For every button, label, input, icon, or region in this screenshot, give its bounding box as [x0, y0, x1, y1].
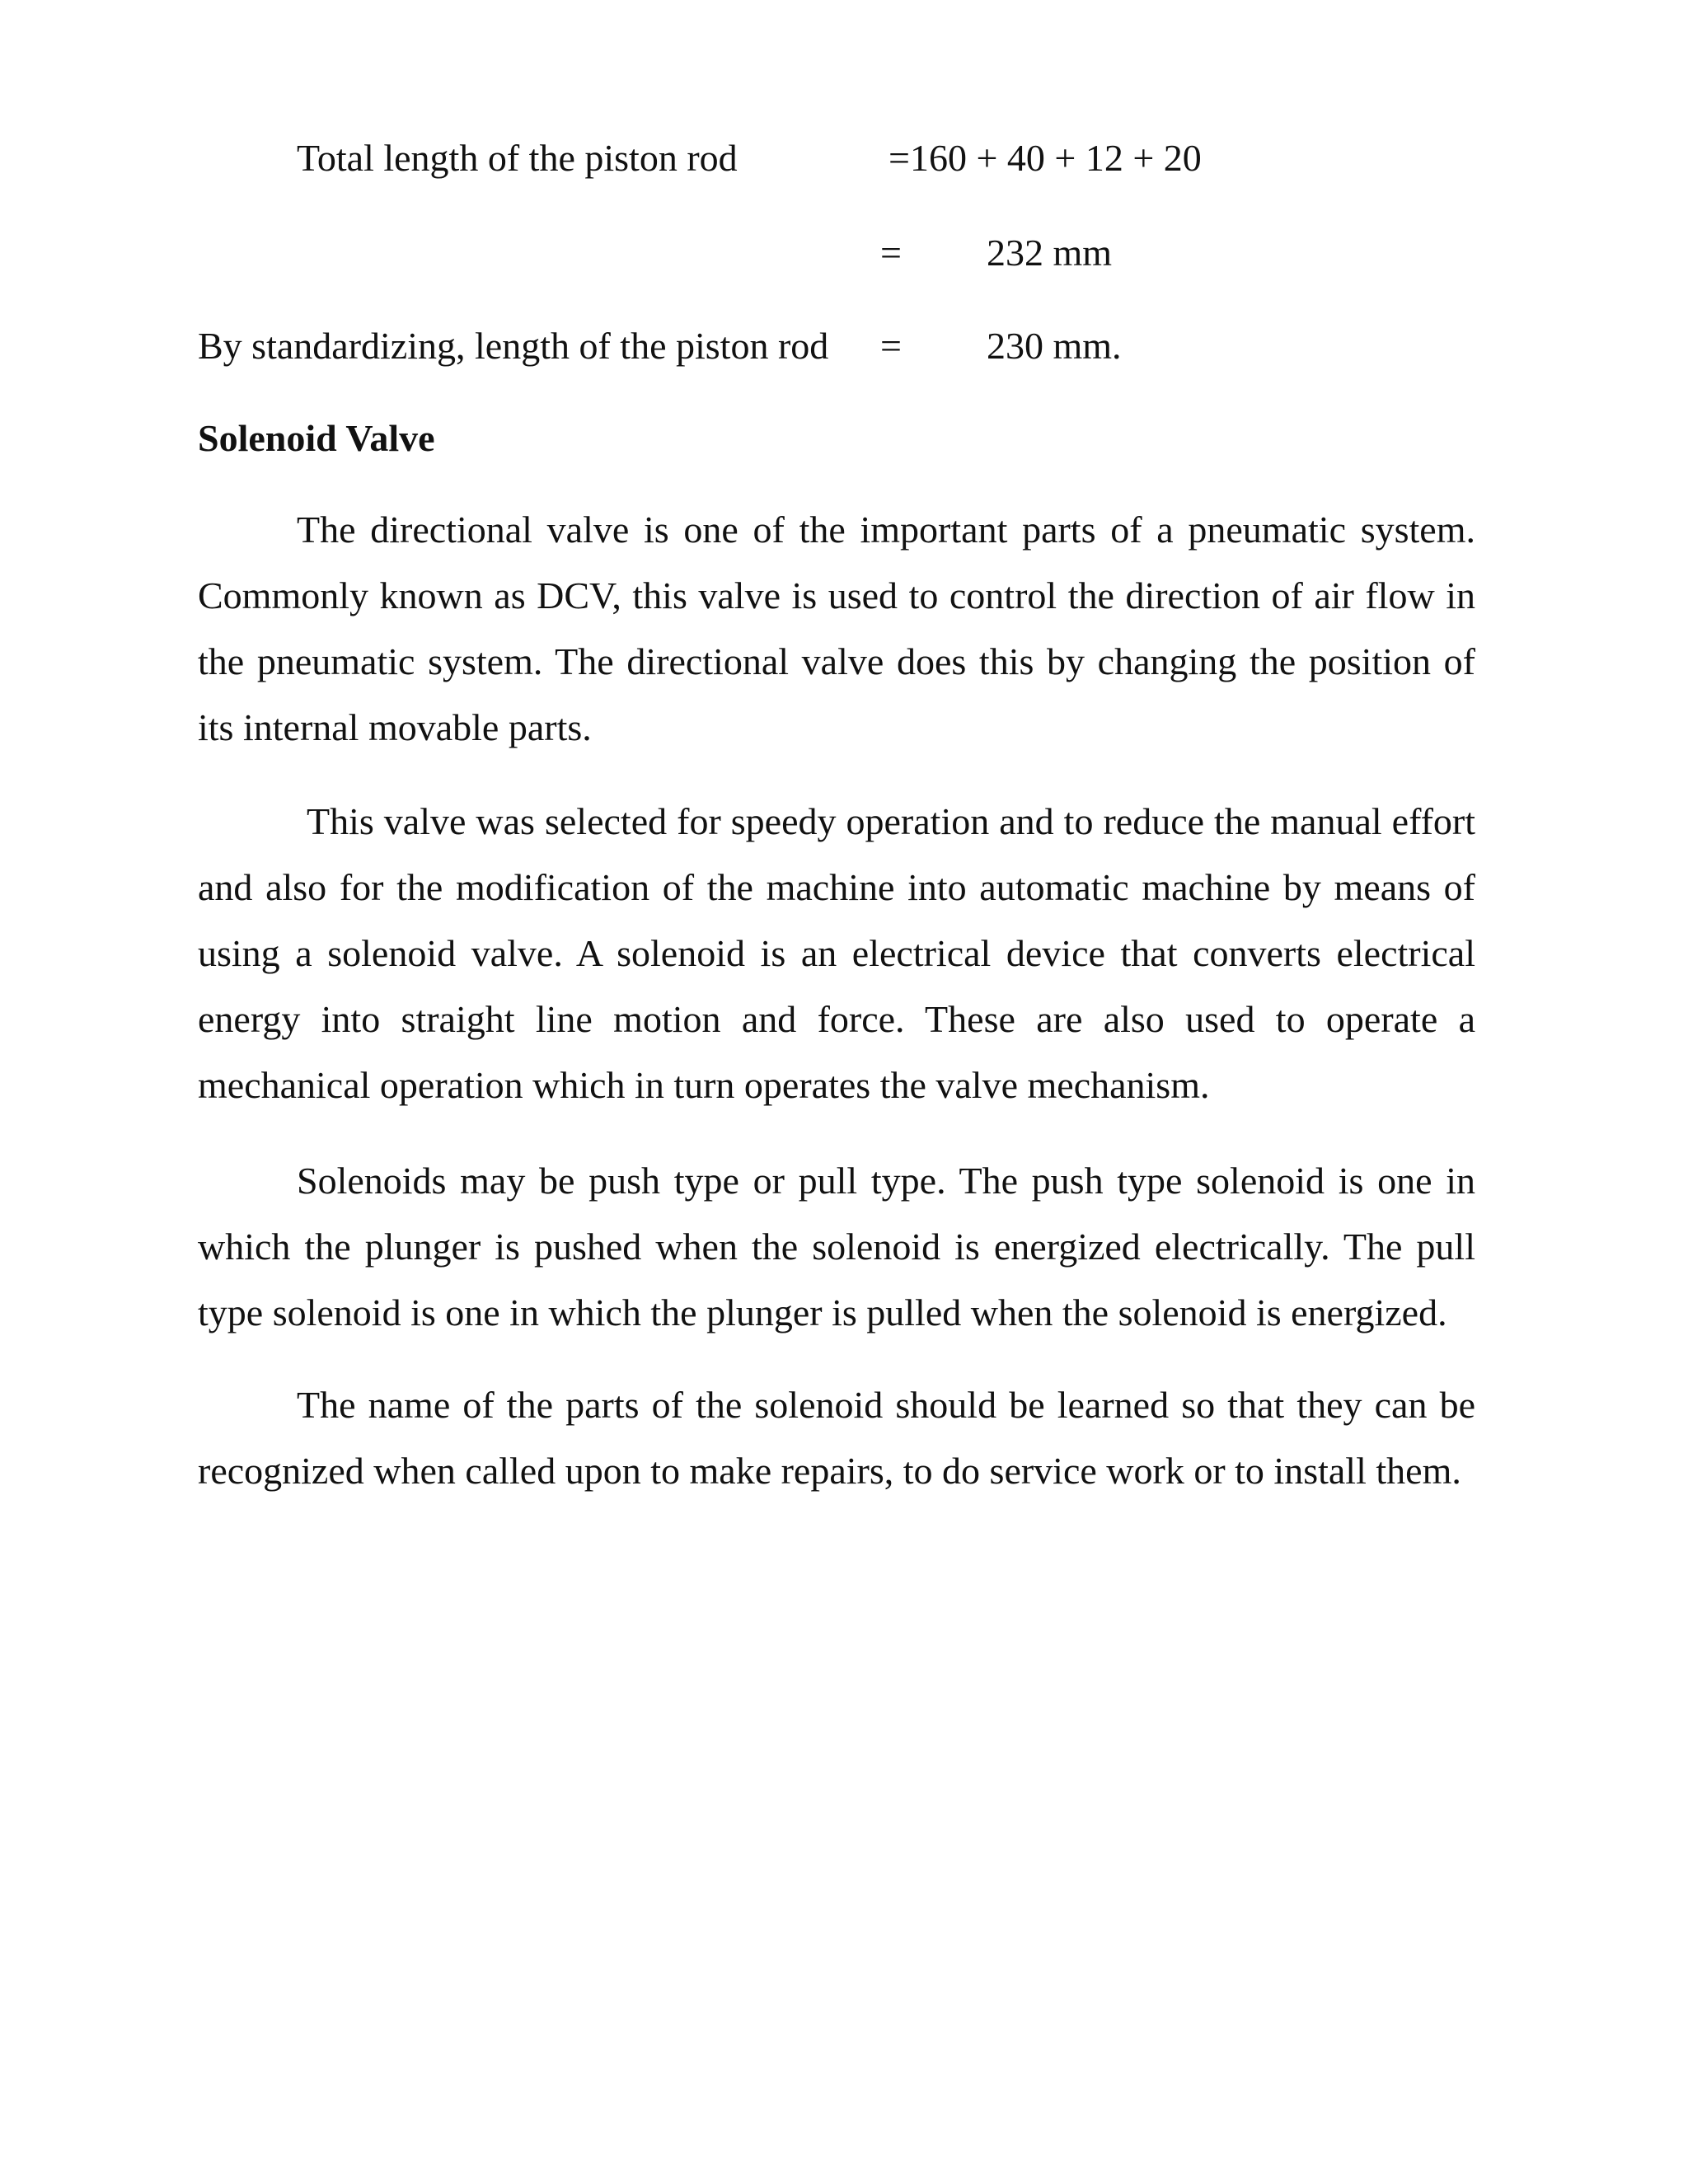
calc-row1-value: =160 + 40 + 12 + 20	[889, 137, 1202, 179]
paragraph-1-text: The directional valve is one of the important parts of a pneumatic system. Commonly known as DCV, this valve is used to control the direction of air flow in the pneumatic system. The directional valve does this by changing the position of its internal movable parts.	[198, 509, 1475, 748]
calc-row3-equals: =	[880, 325, 902, 367]
paragraph-3	[198, 1148, 1475, 1346]
paragraph-4-text: The name of the parts of the solenoid should be learned so that they can be recognized when called upon to make repairs, to do service work or to install them.	[198, 1384, 1475, 1492]
paragraph-4	[198, 1372, 1475, 1504]
section-heading: Solenoid Valve	[198, 417, 435, 459]
calc-row2-value: 232 mm	[987, 232, 1113, 274]
paragraph-2	[198, 789, 1475, 1118]
paragraph-2-text: This valve was selected for speedy operation and to reduce the manual effort and also for the modification of the machine into automatic machine by means of using a solenoid valve. A solenoid is an electrical device that converts electrical energy into straight line motion and force. These are also used to operate a mechanical operation which in turn operates the valve mechanism.	[198, 800, 1475, 1106]
calc-row3-label: By standardizing, length of the piston rod	[198, 325, 829, 367]
calc-row3-value: 230 mm.	[987, 325, 1122, 367]
calc-row2-equals: =	[880, 232, 902, 274]
calc-row1-label: Total length of the piston rod	[297, 137, 738, 179]
paragraph-3-text: Solenoids may be push type or pull type. The push type solenoid is one in which the plunger is pushed when the solenoid is energized electrically. The pull type solenoid is one in which the plunger is pulled when the solenoid is energized.	[198, 1160, 1475, 1333]
paragraph-1	[198, 497, 1475, 761]
